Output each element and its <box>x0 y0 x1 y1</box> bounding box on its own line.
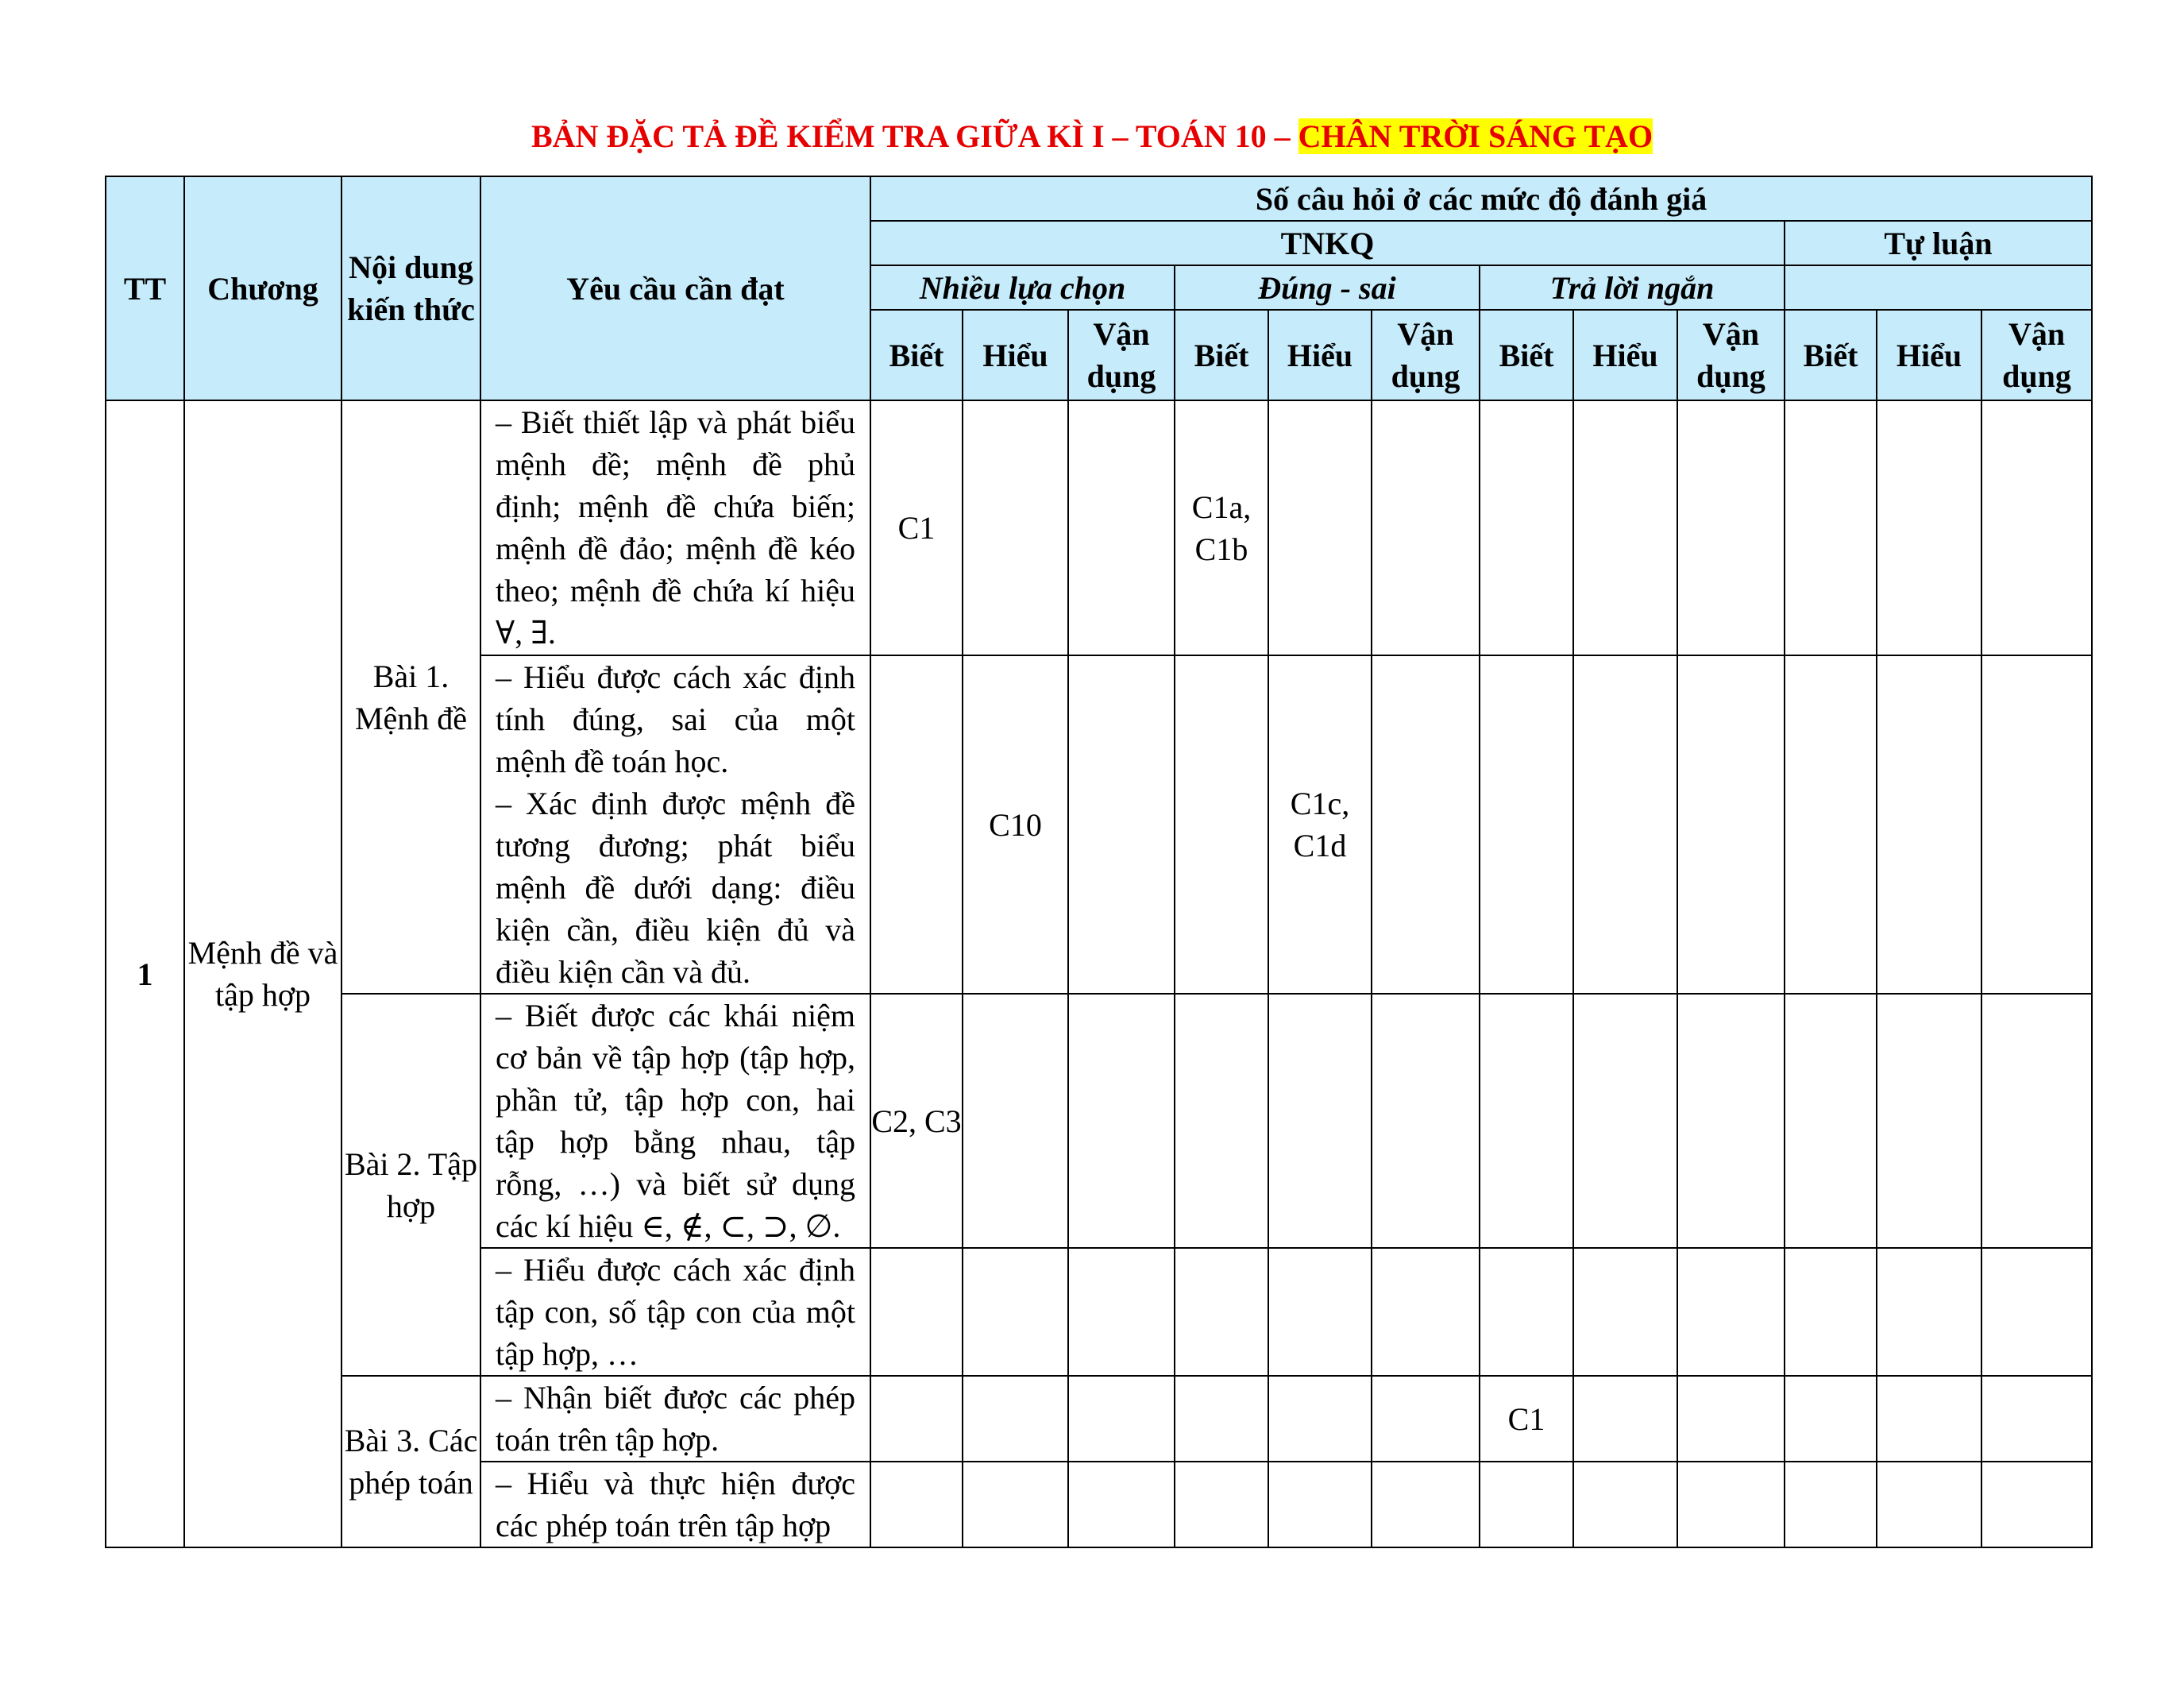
empty-cell <box>1480 655 1573 994</box>
mc-biet-cell: C2, C3 <box>870 994 963 1248</box>
empty-cell <box>870 655 963 994</box>
empty-cell <box>1068 655 1175 994</box>
empty-cell <box>1175 994 1268 1248</box>
header-level-biet: Biết <box>1785 310 1877 400</box>
empty-cell <box>1372 1376 1480 1462</box>
header-tu-luan-blank <box>1785 265 2092 310</box>
empty-cell <box>1372 1462 1480 1547</box>
tln-biet-cell: C1 <box>1480 1376 1573 1462</box>
empty-cell <box>1068 1248 1175 1376</box>
empty-cell <box>963 400 1068 655</box>
empty-cell <box>1268 994 1372 1248</box>
lesson-1: Bài 1. Mệnh đề <box>341 400 480 994</box>
requirement-cell: – Biết thiết lập và phát biểu mệnh đề; mệnh đề phủ định; mệnh đề chứa biến; mệnh đề đảo; mệnh đề kéo theo; mệnh đề chứa kí hiệu ∀, ∃. <box>480 400 870 655</box>
empty-cell <box>1785 1248 1877 1376</box>
header-yeu-cau: Yêu cầu cần đạt <box>480 176 870 400</box>
header-nhieu-lua-chon: Nhiều lựa chọn <box>870 265 1175 310</box>
empty-cell <box>1268 1376 1372 1462</box>
header-tt: TT <box>106 176 184 400</box>
header-tu-luan: Tự luận <box>1785 221 2092 265</box>
empty-cell <box>1372 655 1480 994</box>
header-so-cau-hoi: Số câu hỏi ở các mức độ đánh giá <box>870 176 2092 221</box>
empty-cell <box>1677 1462 1785 1547</box>
header-chuong: Chương <box>184 176 341 400</box>
empty-cell <box>1175 1248 1268 1376</box>
empty-cell <box>1677 1376 1785 1462</box>
header-level-hieu: Hiểu <box>1268 310 1372 400</box>
title-main: BẢN ĐẶC TẢ ĐỀ KIỂM TRA GIỮA KÌ I – TOÁN 10 – <box>531 118 1298 154</box>
empty-cell <box>1068 1376 1175 1462</box>
requirement-text: – Xác định được mệnh đề tương đương; phát biểu mệnh đề dưới dạng: điều kiện cần, điều kiện đủ và điều kiện cần và đủ. <box>496 786 855 990</box>
empty-cell <box>1877 400 1981 655</box>
empty-cell <box>1877 655 1981 994</box>
header-level-hieu: Hiểu <box>1573 310 1677 400</box>
empty-cell <box>1677 400 1785 655</box>
empty-cell <box>870 1248 963 1376</box>
empty-cell <box>870 1376 963 1462</box>
ds-hieu-cell: C1c, C1d <box>1268 655 1372 994</box>
empty-cell <box>1175 1462 1268 1547</box>
empty-cell <box>1785 994 1877 1248</box>
empty-cell <box>963 1248 1068 1376</box>
header-level-van-dung: Vận dụng <box>1981 310 2092 400</box>
ds-biet-cell: C1a, C1b <box>1175 400 1268 655</box>
empty-cell <box>1573 994 1677 1248</box>
empty-cell <box>963 1462 1068 1547</box>
requirement-cell: – Nhận biết được các phép toán trên tập hợp. <box>480 1376 870 1462</box>
header-dung-sai: Đúng - sai <box>1175 265 1480 310</box>
empty-cell <box>1785 655 1877 994</box>
table-row <box>106 994 2092 1248</box>
empty-cell <box>1981 1248 2092 1376</box>
empty-cell <box>1877 1462 1981 1547</box>
page-title <box>0 116 2184 157</box>
header-level-hieu: Hiểu <box>963 310 1068 400</box>
empty-cell <box>1068 1462 1175 1547</box>
empty-cell <box>963 1376 1068 1462</box>
header-level-biet: Biết <box>1175 310 1268 400</box>
empty-cell <box>1268 400 1372 655</box>
empty-cell <box>1268 1248 1372 1376</box>
empty-cell <box>1372 1248 1480 1376</box>
requirement-cell <box>480 655 870 994</box>
empty-cell <box>1068 400 1175 655</box>
empty-cell <box>1877 994 1981 1248</box>
empty-cell <box>1175 1376 1268 1462</box>
empty-cell <box>1677 1248 1785 1376</box>
empty-cell <box>1981 400 2092 655</box>
lesson-2: Bài 2. Tập hợp <box>341 994 480 1376</box>
empty-cell <box>1372 400 1480 655</box>
header-level-biet: Biết <box>870 310 963 400</box>
empty-cell <box>1981 994 2092 1248</box>
empty-cell <box>1480 994 1573 1248</box>
empty-cell <box>1573 655 1677 994</box>
table-row <box>106 400 2092 655</box>
requirement-cell: – Hiểu được cách xác định tập con, số tập con của một tập hợp, … <box>480 1248 870 1376</box>
empty-cell <box>1981 1462 2092 1547</box>
empty-cell <box>870 1462 963 1547</box>
header-tnkq: TNKQ <box>870 221 1785 265</box>
empty-cell <box>1981 1376 2092 1462</box>
header-level-van-dung: Vận dụng <box>1677 310 1785 400</box>
empty-cell <box>1877 1376 1981 1462</box>
row-tt: 1 <box>106 400 184 1547</box>
header-tra-loi-ngan: Trả lời ngắn <box>1480 265 1785 310</box>
header-level-van-dung: Vận dụng <box>1372 310 1480 400</box>
empty-cell <box>1573 400 1677 655</box>
empty-cell <box>1677 655 1785 994</box>
empty-cell <box>1175 655 1268 994</box>
empty-cell <box>1877 1248 1981 1376</box>
empty-cell <box>1573 1248 1677 1376</box>
empty-cell <box>1480 1462 1573 1547</box>
empty-cell <box>963 994 1068 1248</box>
empty-cell <box>1372 994 1480 1248</box>
empty-cell <box>1573 1462 1677 1547</box>
empty-cell <box>1981 655 2092 994</box>
header-level-hieu: Hiểu <box>1877 310 1981 400</box>
table-row <box>106 1376 2092 1462</box>
requirement-cell: – Biết được các khái niệm cơ bản về tập hợp (tập hợp, phần tử, tập hợp con, hai tập hợp bằng nhau, tập rỗng, …) và biết sử dụng các kí hiệu ∈, ∉, ⊂, ⊃, ∅. <box>480 994 870 1248</box>
specification-table <box>105 176 2093 1548</box>
empty-cell <box>1677 994 1785 1248</box>
requirement-cell: – Hiểu và thực hiện được các phép toán trên tập hợp <box>480 1462 870 1547</box>
mc-biet-cell: C1 <box>870 400 963 655</box>
empty-cell <box>1480 400 1573 655</box>
empty-cell <box>1573 1376 1677 1462</box>
empty-cell <box>1068 994 1175 1248</box>
mc-hieu-cell: C10 <box>963 655 1068 994</box>
header-level-biet: Biết <box>1480 310 1573 400</box>
title-highlight: CHÂN TRỜI SÁNG TẠO <box>1298 118 1653 154</box>
empty-cell <box>1785 1376 1877 1462</box>
lesson-3: Bài 3. Các phép toán <box>341 1376 480 1547</box>
empty-cell <box>1785 1462 1877 1547</box>
empty-cell <box>1268 1462 1372 1547</box>
header-noi-dung: Nội dung kiến thức <box>341 176 480 400</box>
empty-cell <box>1480 1248 1573 1376</box>
row-chuong: Mệnh đề và tập hợp <box>184 400 341 1547</box>
requirement-text: – Hiểu được cách xác định tính đúng, sai của một mệnh đề toán học. <box>496 659 855 779</box>
empty-cell <box>1785 400 1877 655</box>
header-level-van-dung: Vận dụng <box>1068 310 1175 400</box>
